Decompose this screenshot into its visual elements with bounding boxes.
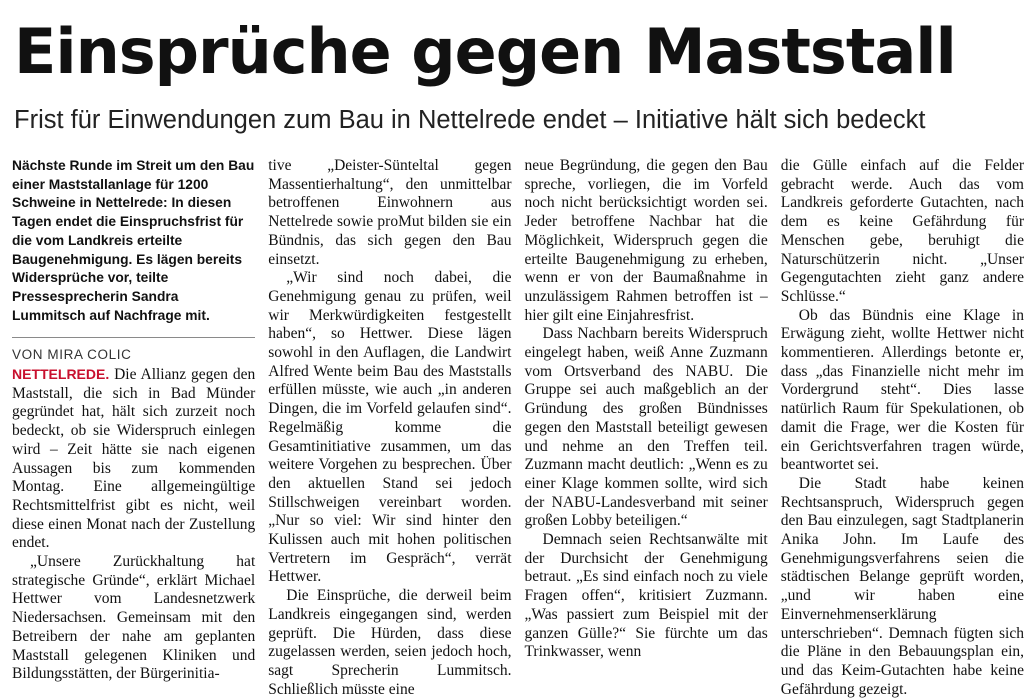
body-paragraph: tive „Deister-Sünteltal gegen Massentierhaltung“, den unmittelbar betroffenen Einwohnern aus Nettelrede sowie proMut bilden sie ein Bündnis, das sich gegen den Bau einsetzt. [268, 157, 512, 268]
column-3 [525, 157, 768, 672]
lead-paragraph: Nächste Runde im Streit um den Bau einer Maststallanlage für 1200 Schweine in Nettelrede: In diesen Tagen endet die Einspruchsfrist für die vom Landkreis erteilte Baugenehmigung. Es lägen bereits Widersprüche vor, teilte Pressesprecherin Sandra Lummitsch auf Nachfrage mit. [12, 158, 255, 323]
body-paragraph: Die Einsprüche, die derweil beim Landkreis eingegangen sind, werden geprüft. Die Hürden, dass diese zugelassen werden, seien jedoch hoch, sagt Sprecherin Lummitsch. Schließlich müsste eine [268, 587, 512, 698]
headline: Einsprüche gegen Maststall [14, 15, 956, 88]
column-4 [780, 157, 1024, 698]
body-paragraph: die Gülle einfach auf die Felder gebracht werde. Auch das vom Landkreis geforderte Gutachten, nach dem es keine Gefährdung für Menschen gebe, beruhigt die Naturschützerin nicht. „Unser Gegengutachten zieht ganz andere Schlüsse.“ [780, 157, 1024, 305]
subheadline: Frist für Einwendungen zum Bau in Nettelrede endet – Initiative hält sich bedeckt [14, 106, 926, 134]
article-columns [12, 157, 1024, 698]
body-paragraph [12, 365, 255, 553]
divider [12, 337, 255, 338]
body-paragraph: Demnach seien Rechtsanwälte mit der Durchsicht der Genehmigung betraut. „Es sind einfach noch zu viele Fragen offen“, kritisiert Zuzmann. „Was passiert zum Beispiel mit der ganzen Gülle?“ Sie fürchte um das Trinkwasser, wenn [524, 531, 768, 661]
column-1 [12, 157, 256, 683]
body-paragraph: Ob das Bündnis eine Klage in Erwägung zieht, wollte Hettwer nicht kommentieren. Allerdings betonte er, dass „das Finanzielle nicht mehr im Vordergrund steht“. Dies lasse natürlich Raum für Spekulationen, ob damit die Frage, wer die Kosten für ein Gerichtsverfahren tragen würde, beantwortet sei. [780, 306, 1024, 474]
column-2 [268, 157, 512, 698]
body-text: Die Allianz gegen den Maststall, die sich in Bad Münder gegründet hat, hält sich zurzeit noch bedeckt, ob sie Widerspruch einlegen wird – Zeit hätte sie nach eigenen Aussagen bis zum kommenden Montag. Eine allgemeingültige Rechtsmittelfrist gibt es nicht, weil diese einen Monat nach der Zustellung endet. [12, 366, 256, 552]
dateline: NETTELREDE. [12, 366, 110, 383]
author-byline: VON MIRA COLIC [12, 347, 132, 363]
body-paragraph: Die Stadt habe keinen Rechtsanspruch, Widerspruch gegen den Bau einzulegen, sagt Stadtplanerin Anika John. Im Laufe des Genehmigungsverfahrens seien die städtischen Belange geprüft worden, „und wir haben eine Einvernehmenserklärung unterschrieben“. Demnach fügten sich die Pläne in den Bebauungsplan ein, und das Keim-Gutachten habe keine Gefährdung gezeigt. [780, 474, 1024, 698]
body-paragraph: „Wir sind noch dabei, die Genehmigung genau zu prüfen, weil wir Merkwürdigkeiten festgestellt haben“, so Hettwer. Diese lägen sowohl in den Auflagen, die Landwirt Alfred Wente beim Bau des Maststalls erfüllen müsste, wie auch „in anderen Dingen, die im Vorfeld gelaufen sind“. Regelmäßig komme die Gesamtinitiative zusammen, um das weitere Vorgehen zu besprechen. Über den aktuellen Stand sei jedoch Stillschweigen vereinbart worden. „Nur so viel: Wir sind hinter den Kulissen auch mit hohen politischen Vertretern im Gespräch“, verrät Hettwer. [268, 269, 512, 586]
body-paragraph: „Unsere Zurückhaltung hat strategische Gründe“, erklärt Michael Hettwer vom Landesnetzwerk Niedersachsen. Gemeinsam mit den Betreibern der nahe am geplanten Maststall gelegenen Kliniken und Bildungsstätten, der Bürgerinitia- [12, 553, 256, 683]
body-paragraph: neue Begründung, die gegen den Bau spreche, vorliegen, die im Vorfeld noch nicht berücksichtigt worden sei. Jeder betroffene Nachbar hat die Möglichkeit, Widerspruch gegen die erteilte Baugenehmigung zu erheben, wenn er von der Baumaßnahme in unzulässigem Rahmen betroffen ist – hier gilt eine Einjahresfrist. [524, 157, 768, 324]
body-paragraph: Dass Nachbarn bereits Widerspruch eingelegt haben, weiß Anne Zuzmann vom Ortsverband des NABU. Die Gruppe sei auch maßgeblich an der Gründung des großen Bündnisses gegen den Maststall beteiligt gewesen und nehme an den Treffen teil. Zuzmann macht deutlich: „Wenn es zu einer Klage kommen sollte, wird sich der NABU-Landesverband mit seiner großen Lobby beteiligen.“ [524, 325, 768, 530]
